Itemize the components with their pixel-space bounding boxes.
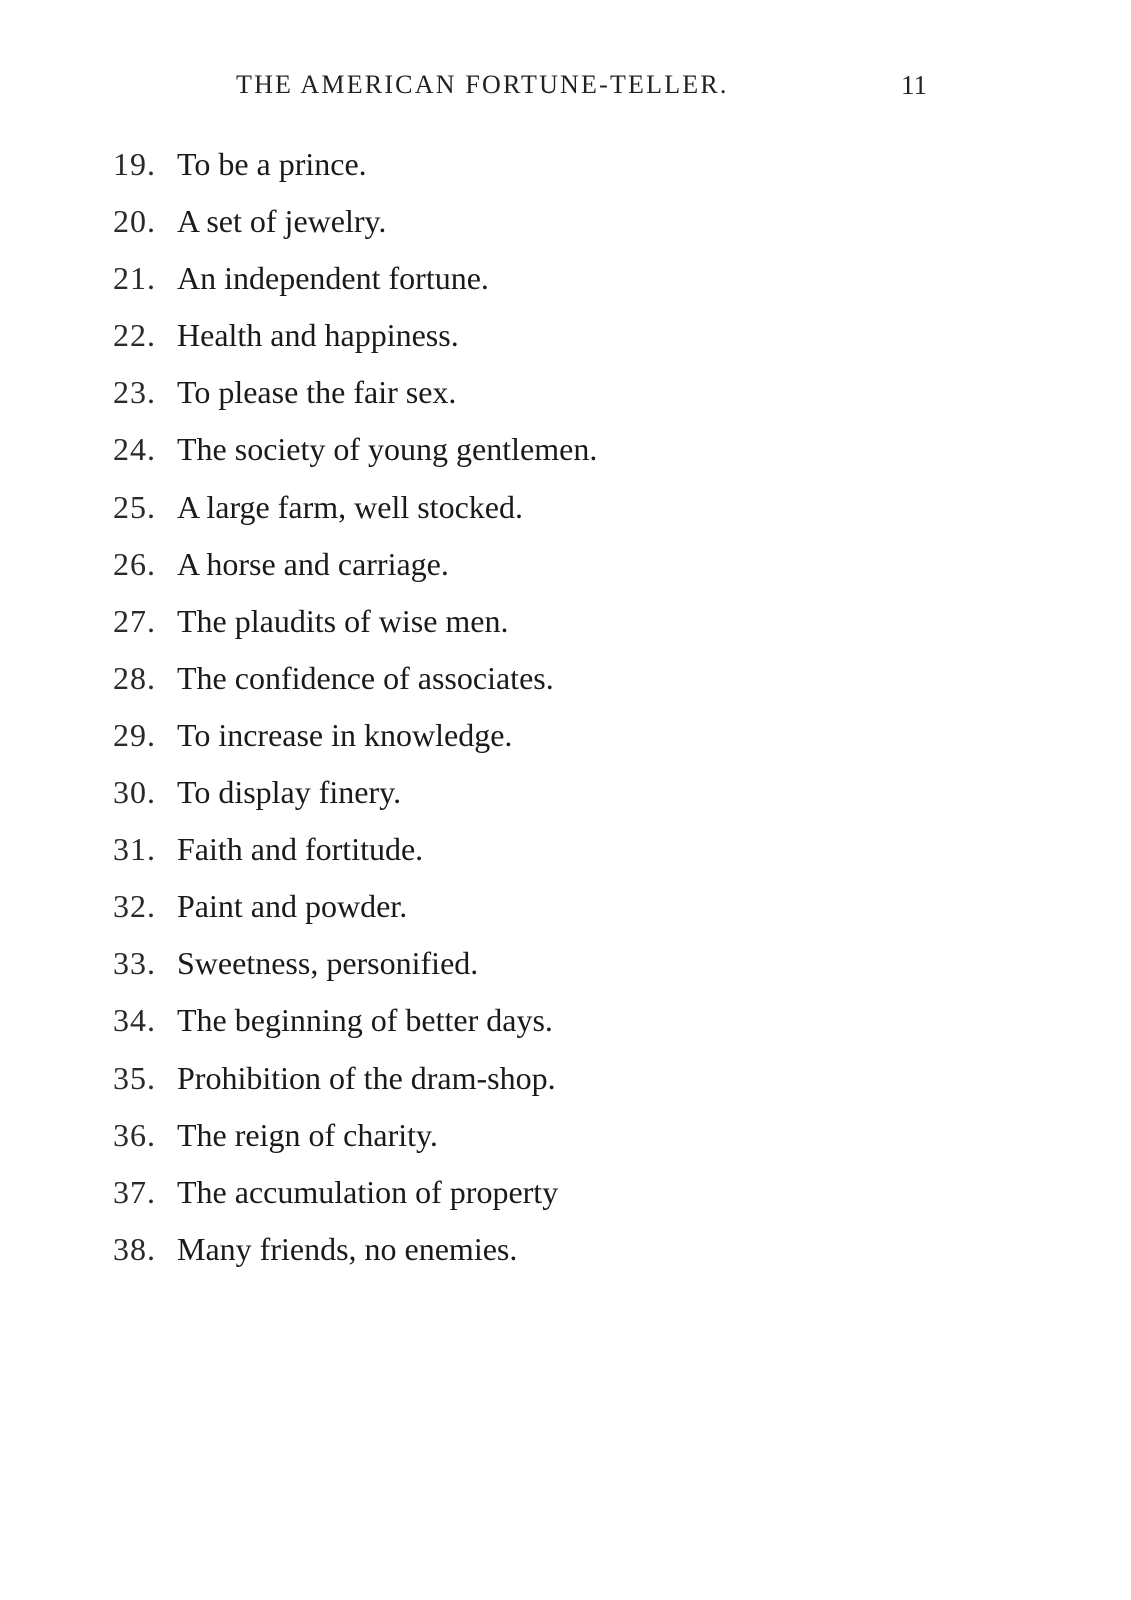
list-item — [113, 1112, 933, 1169]
entry-number: 31. — [113, 831, 156, 868]
list-item — [113, 598, 933, 655]
list-item — [113, 312, 933, 369]
entry-number: 29. — [113, 716, 156, 753]
entry-number: 35. — [113, 1059, 156, 1096]
entry-text: Faith and fortitude. — [177, 831, 424, 868]
entry-text: The reign of charity. — [177, 1116, 438, 1153]
entry-text: A large farm, well stocked. — [177, 488, 523, 525]
entry-number: 30. — [113, 774, 156, 811]
list-item — [113, 1169, 933, 1226]
list-item — [113, 883, 933, 940]
entry-number: 38. — [113, 1230, 156, 1267]
entry-number: 20. — [113, 203, 156, 240]
entry-number: 25. — [113, 488, 156, 525]
list-item — [113, 1226, 933, 1283]
entry-text: A set of jewelry. — [177, 203, 387, 240]
entry-text: Many friends, no enemies. — [177, 1230, 518, 1267]
entry-number: 36. — [113, 1116, 156, 1153]
list-item — [113, 826, 933, 883]
entry-number: 23. — [113, 374, 156, 411]
entry-text: The society of young gentlemen. — [177, 431, 598, 468]
list-item — [113, 369, 933, 426]
entry-text: An independent fortune. — [177, 260, 489, 297]
entry-text: Health and happiness. — [177, 317, 459, 354]
entry-text: To display finery. — [177, 774, 402, 811]
list-item — [113, 198, 933, 255]
list-item — [113, 141, 933, 198]
running-head — [236, 70, 936, 110]
running-title: THE AMERICAN FORTUNE-TELLER. — [236, 70, 729, 99]
entry-text: To be a prince. — [177, 146, 367, 182]
fortune-list — [113, 141, 933, 1283]
entry-text: A horse and carriage. — [177, 545, 449, 582]
list-item — [113, 541, 933, 598]
list-item — [113, 426, 933, 483]
list-item — [113, 940, 933, 997]
entry-number: 22. — [113, 317, 156, 354]
entry-text: Prohibition of the dram-shop. — [177, 1059, 556, 1096]
entry-number: 19. — [113, 146, 156, 182]
entry-number: 34. — [113, 1002, 156, 1039]
entry-number: 33. — [113, 945, 156, 982]
list-item — [113, 255, 933, 312]
entry-number: 27. — [113, 602, 156, 639]
list-item — [113, 712, 933, 769]
entry-text: Sweetness, personified. — [177, 945, 479, 982]
entry-text: Paint and powder. — [177, 888, 408, 925]
entry-text: The plaudits of wise men. — [177, 602, 509, 639]
entry-number: 21. — [113, 260, 156, 297]
entry-number: 37. — [113, 1173, 156, 1210]
list-item — [113, 997, 933, 1054]
entry-number: 32. — [113, 888, 156, 925]
entry-text: To please the fair sex. — [177, 374, 457, 411]
entry-text: To increase in knowledge. — [177, 716, 513, 753]
entry-number: 28. — [113, 659, 156, 696]
entry-text: The confidence of associates. — [177, 659, 554, 696]
list-item — [113, 769, 933, 826]
entry-number: 26. — [113, 545, 156, 582]
page-number: 11 — [901, 70, 927, 100]
entry-number: 24. — [113, 431, 156, 468]
list-item — [113, 1055, 933, 1112]
entry-text: The beginning of better days. — [177, 1002, 553, 1039]
entry-text: The accumulation of property — [177, 1173, 559, 1210]
list-item — [113, 655, 933, 712]
list-item — [113, 484, 933, 541]
